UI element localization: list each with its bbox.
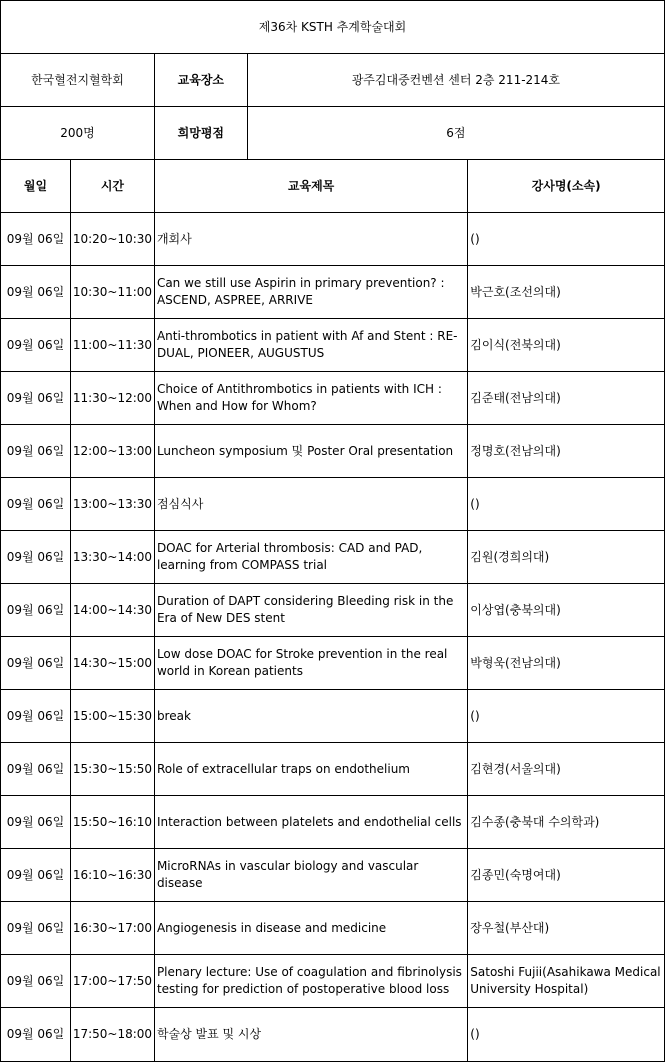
row-date: 09월 06일 <box>1 478 71 531</box>
row-date: 09월 06일 <box>1 743 71 796</box>
row-date: 09월 06일 <box>1 849 71 902</box>
row-topic: DOAC for Arterial thrombosis: CAD and PAD, learning from COMPASS trial <box>154 531 467 584</box>
row-time: 15:50~16:10 <box>70 796 154 849</box>
table-row <box>1 1008 665 1062</box>
row-lecturer: 김수종(충북대 수의학과) <box>468 796 665 849</box>
row-date: 09월 06일 <box>1 690 71 743</box>
table-row <box>1 531 665 584</box>
row-lecturer: 김원(경희의대) <box>468 531 665 584</box>
row-time: 15:30~15:50 <box>70 743 154 796</box>
score-value: 6점 <box>247 107 664 160</box>
table-row <box>1 849 665 902</box>
row-topic: 개회사 <box>154 213 467 266</box>
table-row <box>1 478 665 531</box>
row-time: 14:30~15:00 <box>70 637 154 690</box>
row-date: 09월 06일 <box>1 1008 71 1062</box>
row-topic: Duration of DAPT considering Bleeding risk in the Era of New DES stent <box>154 584 467 637</box>
header-lecturer: 강사명(소속) <box>468 160 665 213</box>
row-topic: Plenary lecture: Use of coagulation and fibrinolysis testing for prediction of postoperative blood loss <box>154 955 467 1008</box>
row-lecturer: 김준태(전남의대) <box>468 372 665 425</box>
row-lecturer: () <box>468 690 665 743</box>
row-topic: Role of extracellular traps on endothelium <box>154 743 467 796</box>
table-row <box>1 372 665 425</box>
row-time: 16:30~17:00 <box>70 902 154 955</box>
row-date: 09월 06일 <box>1 372 71 425</box>
score-label: 희망평점 <box>154 107 247 160</box>
row-lecturer: 정명호(전남의대) <box>468 425 665 478</box>
row-time: 13:30~14:00 <box>70 531 154 584</box>
row-topic: 점심식사 <box>154 478 467 531</box>
row-lecturer: () <box>468 478 665 531</box>
row-topic: MicroRNAs in vascular biology and vascular disease <box>154 849 467 902</box>
venue-row <box>1 54 665 107</box>
row-lecturer: Satoshi Fujii(Asahikawa Medical University Hospital) <box>468 955 665 1008</box>
header-time: 시간 <box>70 160 154 213</box>
row-lecturer: 이상엽(충북의대) <box>468 584 665 637</box>
row-time: 12:00~13:00 <box>70 425 154 478</box>
row-topic: Can we still use Aspirin in primary prevention? : ASCEND, ASPREE, ARRIVE <box>154 266 467 319</box>
organizer: 한국혈전지혈학회 <box>1 54 155 107</box>
row-lecturer: 박형욱(전남의대) <box>468 637 665 690</box>
row-date: 09월 06일 <box>1 796 71 849</box>
row-date: 09월 06일 <box>1 425 71 478</box>
row-lecturer: () <box>468 1008 665 1062</box>
row-date: 09월 06일 <box>1 955 71 1008</box>
header-date: 월일 <box>1 160 71 213</box>
row-time: 15:00~15:30 <box>70 690 154 743</box>
row-time: 10:30~11:00 <box>70 266 154 319</box>
row-time: 17:00~17:50 <box>70 955 154 1008</box>
table-row <box>1 796 665 849</box>
table-row <box>1 743 665 796</box>
row-topic: break <box>154 690 467 743</box>
header-topic: 교육제목 <box>154 160 467 213</box>
row-date: 09월 06일 <box>1 584 71 637</box>
row-topic: Choice of Antithrombotics in patients with ICH : When and How for Whom? <box>154 372 467 425</box>
row-lecturer: 김현경(서울의대) <box>468 743 665 796</box>
row-time: 17:50~18:00 <box>70 1008 154 1062</box>
table-row <box>1 902 665 955</box>
header-row <box>1 160 665 213</box>
title-row <box>1 1 665 54</box>
capacity-row <box>1 107 665 160</box>
row-date: 09월 06일 <box>1 902 71 955</box>
row-lecturer: 김이식(전북의대) <box>468 319 665 372</box>
row-lecturer: 박근호(조선의대) <box>468 266 665 319</box>
row-lecturer: 장우철(부산대) <box>468 902 665 955</box>
table-row <box>1 266 665 319</box>
table-row <box>1 637 665 690</box>
row-topic: Interaction between platelets and endothelial cells <box>154 796 467 849</box>
row-topic: Angiogenesis in disease and medicine <box>154 902 467 955</box>
venue-value: 광주김대중컨벤션 센터 2층 211-214호 <box>247 54 664 107</box>
row-time: 13:00~13:30 <box>70 478 154 531</box>
capacity: 200명 <box>1 107 155 160</box>
row-date: 09월 06일 <box>1 319 71 372</box>
row-lecturer: 김종민(숙명여대) <box>468 849 665 902</box>
table-row <box>1 319 665 372</box>
row-topic: Anti-thrombotics in patient with Af and Stent : RE-DUAL, PIONEER, AUGUSTUS <box>154 319 467 372</box>
row-lecturer: () <box>468 213 665 266</box>
row-topic: Luncheon symposium 및 Poster Oral presentation <box>154 425 467 478</box>
table-row <box>1 955 665 1008</box>
row-date: 09월 06일 <box>1 531 71 584</box>
table-row <box>1 425 665 478</box>
event-title: 제36차 KSTH 추계학술대회 <box>1 1 665 54</box>
table-row <box>1 213 665 266</box>
row-time: 10:20~10:30 <box>70 213 154 266</box>
row-time: 11:30~12:00 <box>70 372 154 425</box>
row-time: 16:10~16:30 <box>70 849 154 902</box>
venue-label: 교육장소 <box>154 54 247 107</box>
row-date: 09월 06일 <box>1 637 71 690</box>
row-time: 14:00~14:30 <box>70 584 154 637</box>
row-date: 09월 06일 <box>1 213 71 266</box>
row-topic: 학술상 발표 및 시상 <box>154 1008 467 1062</box>
table-row <box>1 584 665 637</box>
row-topic: Low dose DOAC for Stroke prevention in the real world in Korean patients <box>154 637 467 690</box>
table-row <box>1 690 665 743</box>
row-time: 11:00~11:30 <box>70 319 154 372</box>
row-date: 09월 06일 <box>1 266 71 319</box>
